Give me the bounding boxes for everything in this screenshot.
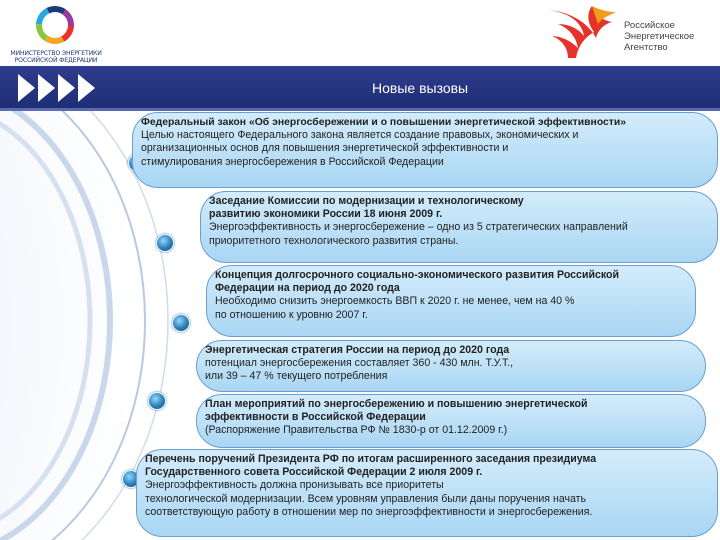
- firebird-icon: [538, 2, 622, 62]
- item-text: Энергоэффективность должна пронизывать все приоритеты технологической модернизации. Всем уровням управления были даны поручения начать соответствующую работу в отношении мер по энергоэффективности и энергосбережения.: [145, 479, 593, 518]
- item-text: Целью настоящего Федерального закона является создание правовых, экономических и организационных основ для повышения энергетической эффективности и стимулирования энергосбережения в Российской Федерации: [141, 129, 579, 168]
- item-commission-meeting: [200, 191, 718, 263]
- item-text: (Распоряжение Правительства РФ № 1830-р от 01.12.2009 г.): [205, 424, 508, 437]
- connector-ball: [148, 392, 166, 410]
- chevron-right-icon: [38, 74, 55, 102]
- item-heading: Энергетическая стратегия России на период до 2020 года: [205, 344, 510, 356]
- item-heading: План мероприятий по энергосбережению и повышению энергетической эффективности в Российской Федерации: [205, 398, 588, 424]
- item-text: Энергоэффективность и энергосбережение – одно из 5 стратегических направлений приоритетного технологического развития страны.: [209, 221, 628, 247]
- chevron-right-icon: [78, 74, 95, 102]
- ministry-logo: [6, 4, 106, 66]
- item-federal-law: [132, 112, 718, 188]
- header: [0, 0, 720, 66]
- item-heading: Заседание Комиссии по модернизации и технологическому развитию экономики России 18 июня 2009 г.: [209, 195, 524, 221]
- item-development-concept: [206, 265, 696, 337]
- chevron-right-icon: [58, 74, 75, 102]
- page-title: Новые вызовы: [372, 80, 469, 96]
- item-energy-strategy: [196, 340, 706, 392]
- item-heading: Перечень поручений Президента РФ по итогам расширенного заседания президиума Государственного совета Российской Федерации 2 июля 2009 г.: [145, 453, 597, 479]
- item-text: Необходимо снизить энергоемкость ВВП к 2020 г. не менее, чем на 40 % по отношению к уровню 2007 г.: [215, 295, 575, 321]
- item-action-plan: [196, 394, 706, 448]
- ministry-emblem-icon: [34, 4, 76, 46]
- connector-ball: [172, 314, 190, 332]
- item-president-instructions: [136, 449, 718, 537]
- item-heading: Концепция долгосрочного социально-экономического развития Российской Федерации на период до 2020 года: [215, 269, 620, 295]
- title-band: [0, 66, 720, 110]
- chevron-right-icon: [18, 74, 35, 102]
- agency-logo: [538, 2, 718, 64]
- item-heading: Федеральный закон «Об энергосбережении и о повышении энергетической эффективности»: [141, 117, 627, 128]
- item-text: потенциал энергосбережения составляет 360 - 430 млн. Т.У.Т., или 39 – 47 % текущего потребления: [205, 357, 514, 383]
- agency-logo-text: Российское Энергетическое Агентство: [624, 20, 695, 53]
- connector-ball: [156, 234, 174, 252]
- ministry-logo-text: МИНИСТЕРСТВО ЭНЕРГЕТИКИ РОССИЙСКОЙ ФЕДЕРАЦИИ: [10, 50, 102, 64]
